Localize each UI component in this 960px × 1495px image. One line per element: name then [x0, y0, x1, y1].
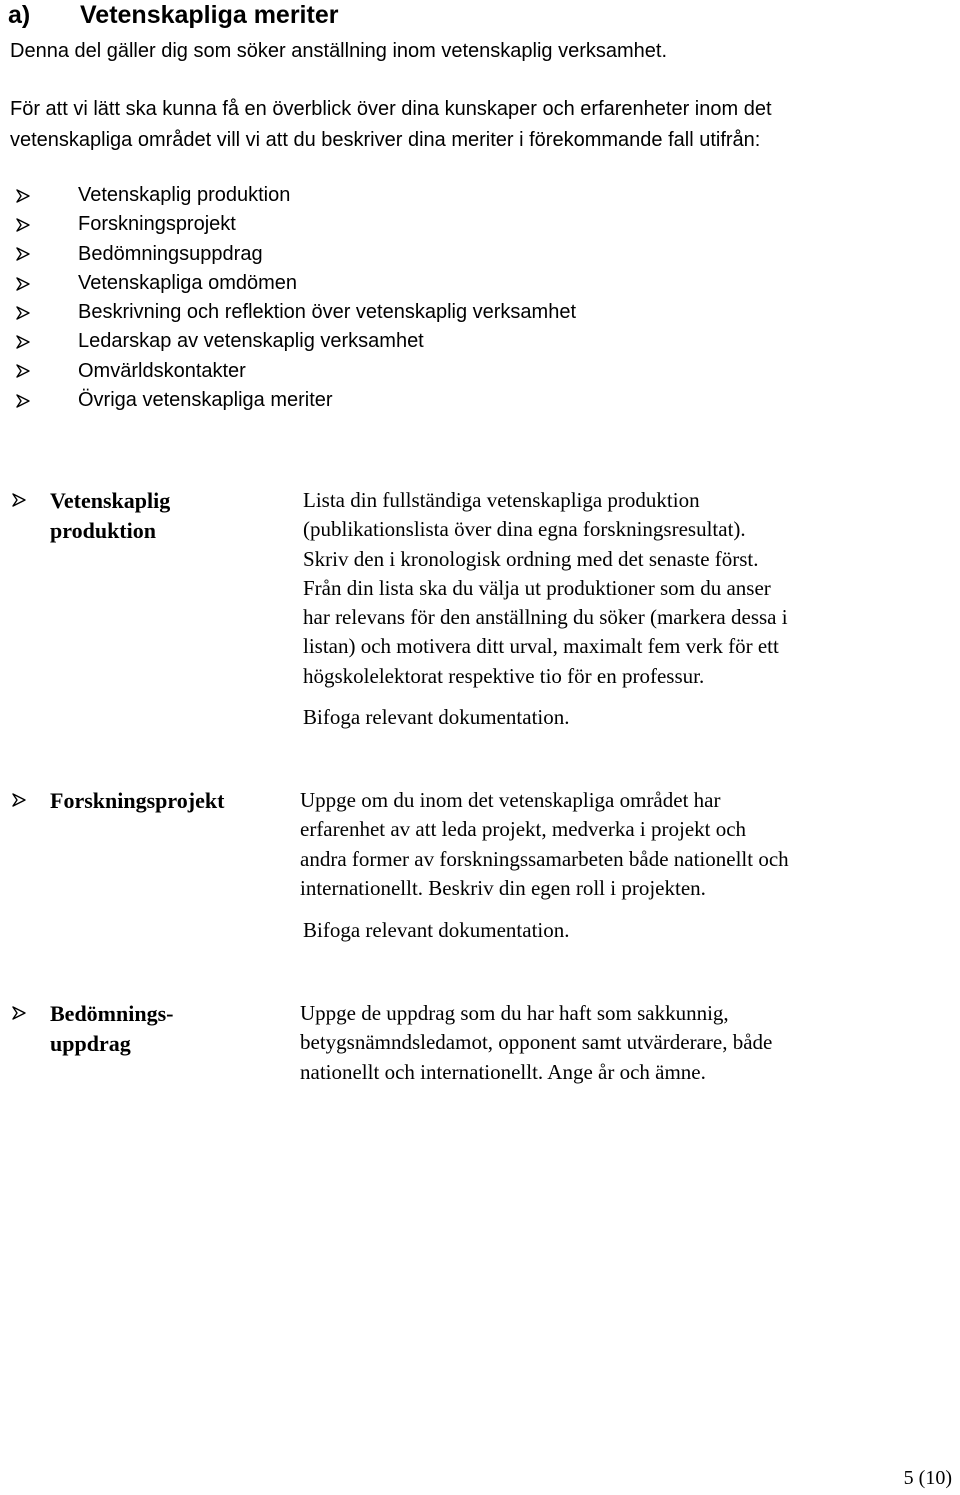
section-body-line: erfarenhet av att leda projekt, medverka i projekt och — [300, 817, 747, 842]
list-item-label: Forskningsprojekt — [78, 213, 236, 236]
intro-paragraph — [10, 94, 772, 156]
section-body-line: betygsnämndsledamot, opponent samt utvärderare, både — [300, 1030, 773, 1055]
section-title-label — [50, 786, 224, 816]
heading-number: a) — [8, 1, 31, 29]
section-title-label — [50, 999, 173, 1059]
section-body-line: Skriv den i kronologisk ordning med det senaste först. — [303, 546, 759, 571]
intro-line: vetenskapliga området vill vi att du beskriver dina meriter i förekommande fall utifrån: — [10, 129, 761, 151]
list-item-label: Ledarskap av vetenskaplig verksamhet — [78, 330, 424, 353]
list-item — [16, 298, 576, 327]
section-title-line: produktion — [50, 518, 156, 543]
list-item — [16, 181, 576, 210]
arrowhead-bullet-icon — [16, 218, 78, 232]
arrowhead-bullet-icon — [12, 786, 50, 816]
section-title-vetenskaplig-produktion — [12, 486, 170, 546]
list-item — [16, 386, 576, 415]
attachment-note: Bifoga relevant dokumentation. — [303, 918, 570, 942]
arrowhead-bullet-icon — [16, 364, 78, 378]
merit-list — [16, 181, 576, 415]
section-body-line: högskolelektorat respektive tio för en professur. — [303, 663, 705, 688]
list-item-label: Övriga vetenskapliga meriter — [78, 389, 333, 412]
section-body-bedomningsuppdrag — [300, 999, 772, 1087]
arrowhead-bullet-icon — [16, 335, 78, 349]
list-item-label: Beskrivning och reflektion över vetenskaplig verksamhet — [78, 301, 577, 324]
section-body-line: Från din lista ska du välja ut produktioner som du anser — [303, 575, 771, 600]
section-title-bedomningsuppdrag — [12, 999, 173, 1059]
arrowhead-bullet-icon — [12, 999, 50, 1059]
section-body-line: andra former av forskningssamarbeten både nationellt och — [300, 846, 789, 871]
section-title-line: uppdrag — [50, 1031, 131, 1056]
section-body-line: Uppge om du inom det vetenskapliga området har — [300, 788, 721, 812]
list-item — [16, 240, 576, 269]
arrowhead-bullet-icon — [16, 394, 78, 408]
attachment-note: Bifoga relevant dokumentation. — [303, 705, 570, 729]
section-body-line: Lista din fullständiga vetenskapliga produktion — [303, 488, 700, 512]
section-body-line: har relevans för den anställning du söker (markera dessa i — [303, 605, 788, 630]
section-body-line: internationellt. Beskriv din egen roll i projekten. — [300, 875, 706, 900]
heading-title: Vetenskapliga meriter — [80, 1, 339, 29]
intro-line: För att vi lätt ska kunna få en överblick över dina kunskaper och erfarenheter inom det — [10, 98, 772, 120]
section-body-line: (publikationslista över dina egna forskningsresultat). — [303, 517, 746, 542]
arrowhead-bullet-icon — [16, 189, 78, 203]
section-title-line: Bedömnings- — [50, 1001, 174, 1026]
section-subtitle: Denna del gäller dig som söker anställning inom vetenskaplig verksamhet. — [10, 40, 668, 62]
list-item-label: Bedömningsuppdrag — [78, 242, 263, 265]
arrowhead-bullet-icon — [16, 247, 78, 261]
arrowhead-bullet-icon — [12, 486, 50, 546]
list-item — [16, 327, 576, 356]
list-item-label: Vetenskapliga omdömen — [78, 271, 298, 294]
section-body-line: nationellt och internationellt. Ange år och ämne. — [300, 1059, 706, 1084]
section-title-line: Forskningsprojekt — [50, 788, 225, 813]
list-item-label: Omvärldskontakter — [78, 359, 246, 382]
list-item — [16, 269, 576, 298]
arrowhead-bullet-icon — [16, 306, 78, 320]
section-body-forskningsprojekt — [300, 786, 789, 903]
section-body-line: Uppge de uppdrag som du har haft som sakkunnig, — [300, 1001, 729, 1025]
list-item — [16, 210, 576, 239]
section-heading — [8, 0, 338, 31]
section-title-forskningsprojekt — [12, 786, 224, 816]
arrowhead-bullet-icon — [16, 277, 78, 291]
section-body-vetenskaplig-produktion — [303, 486, 788, 691]
section-body-line: listan) och motivera ditt urval, maximalt fem verk för ett — [303, 634, 779, 659]
list-item — [16, 357, 576, 386]
section-title-line: Vetenskaplig — [50, 488, 171, 513]
section-title-label — [50, 486, 170, 546]
list-item-label: Vetenskaplig produktion — [78, 184, 291, 206]
page-number: 5 (10) — [903, 1467, 952, 1489]
